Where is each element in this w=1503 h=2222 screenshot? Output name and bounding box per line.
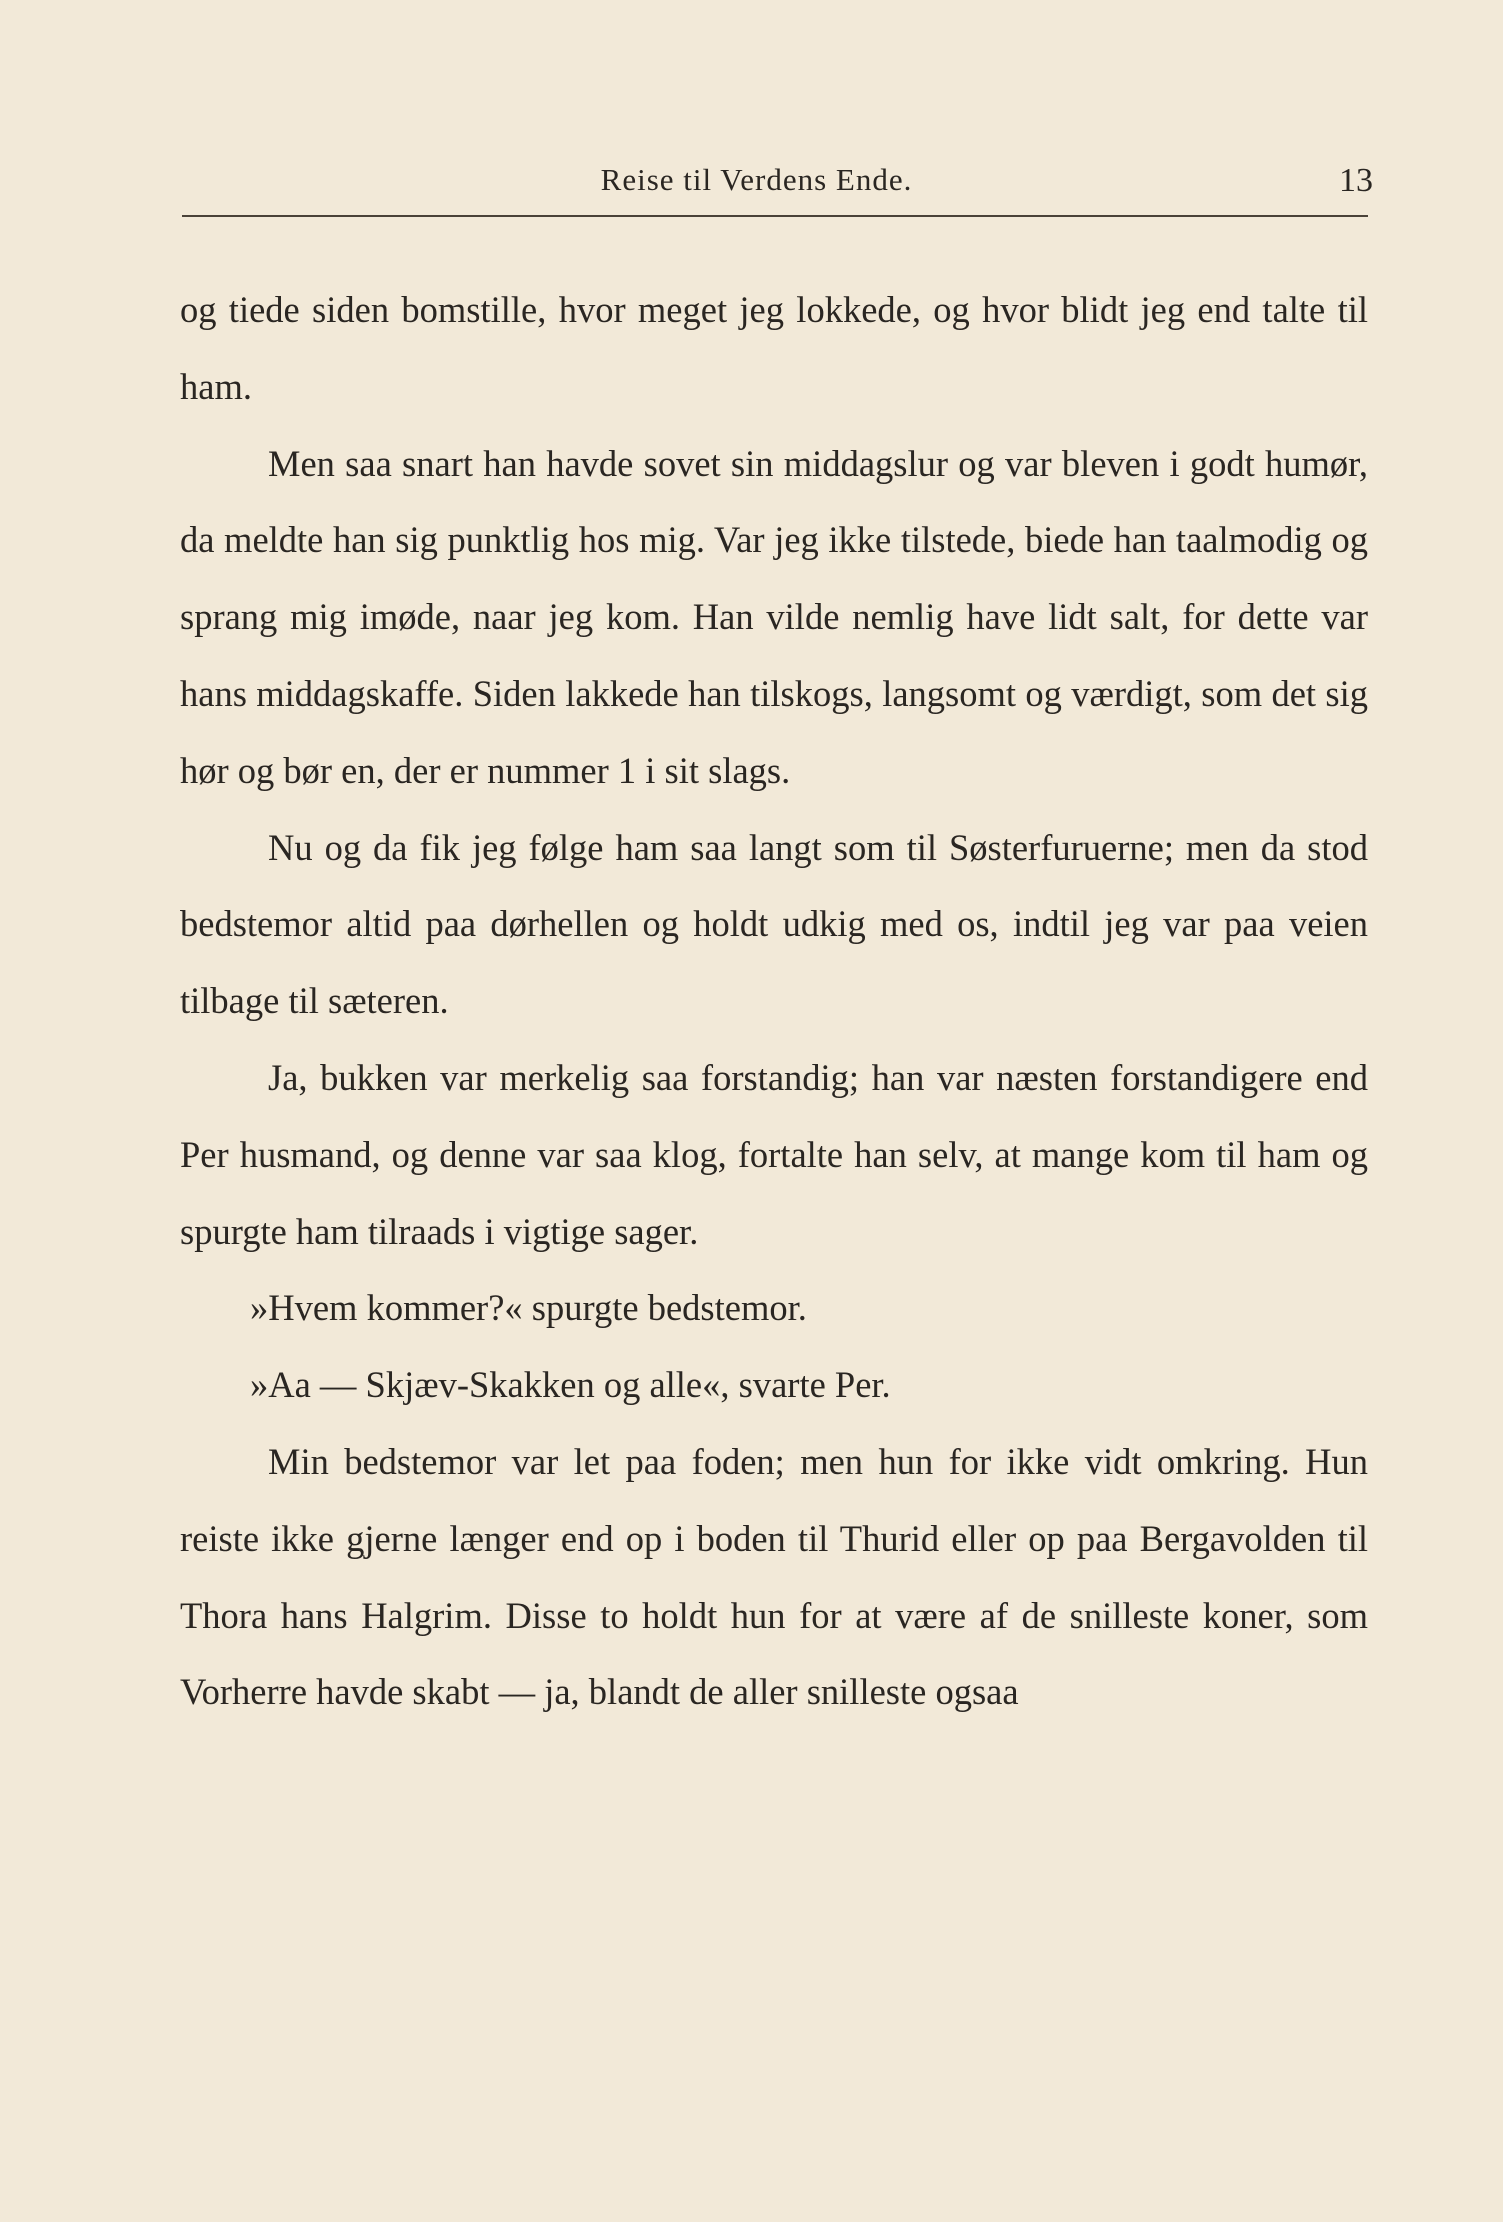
paragraph: Ja, bukken var merkelig saa forstandig; han var næsten forstandigere end Per husmand, og denne var saa klog, fortalte han selv, at mange kom til ham og spurgte ham tilraads i vigtige sager. [180, 1056, 1368, 1252]
running-head [180, 162, 1373, 212]
paragraph: Min bedstemor var let paa foden; men hun for ikke vidt omkring. Hun reiste ikke gjerne længer end op i boden til Thurid eller op paa Bergavolden til Thora hans Halgrim. Disse to holdt hun for at være af de snilleste koner, som Vorherre havde skabt — ja, blandt de aller snilleste ogsaa [180, 1440, 1368, 1713]
paragraph: Nu og da fik jeg følge ham saa langt som til Søsterfuruerne; men da stod bedstemor altid paa dørhellen og holdt udkig med os, indtil jeg var paa veien tilbage til sæteren. [180, 826, 1368, 1022]
header-rule [182, 215, 1368, 217]
dialogue-line: »Hvem kommer?« spurgte bedstemor. [250, 1287, 807, 1329]
body-text [180, 272, 1368, 1731]
paragraph-continuation: og tiede siden bomstille, hvor meget jeg lokkede, og hvor blidt jeg end talte til ham. [180, 289, 1368, 407]
paragraph: Men saa snart han havde sovet sin middagslur og var bleven i godt humør, da meldte han sig punktlig hos mig. Var jeg ikke tilstede, biede han taalmodig og sprang mig imøde, naar jeg kom. Han vilde nemlig have lidt salt, for dette var hans middagskaffe. Siden lakkede han tilskogs, langsomt og værdigt, som det sig hør og bør en, der er nummer 1 i sit slags. [180, 442, 1368, 791]
running-title: Reise til Verdens Ende. [600, 162, 913, 197]
dialogue-line: »Aa — Skjæv-Skakken og alle«, svarte Per. [250, 1364, 891, 1406]
page-number: 13 [1339, 162, 1373, 199]
